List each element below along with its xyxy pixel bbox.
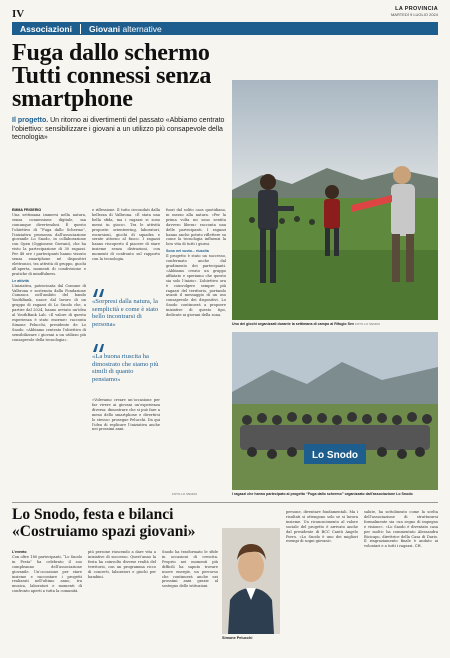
article2-col4-text: persone, diventare fondamentali. Ma i risultati si ottengono solo se si lavora insieme. Un riconoscimento al valore sociale del progetto è arrivato anche dal presidente di BCC Cantù Angelo Porro. «Lo Snodo è uno dei migliori esempi di sogni giovani». <box>286 510 358 544</box>
article2-label: L’evento <box>12 550 27 554</box>
photo1-caption-text: Uno dei giochi organizzati durante la settimana di campo al Rifugio Sev <box>232 322 355 326</box>
article2-col3 <box>162 550 218 650</box>
pull-quote-2-text: «La buona riuscita ha dimostrato che siamo più simili di quanto pensiamo» <box>92 353 159 383</box>
photo-outdoor-game <box>232 80 438 320</box>
article1-col2-top <box>92 208 160 288</box>
page-number: IV <box>12 8 25 20</box>
article1-col1-heading: Le attività <box>12 278 29 283</box>
portrait-caption: Simone Pelucchi <box>222 636 253 640</box>
article1-col2b-text: «Volevamo creare un’occasione per far vivere ai giovani un’esperienza diversa: dimostrare che si può fare a meno dello smartphone e divertirsi lo stesso» prosegue Pelucchi. Da qui l’idea di replicare l’iniziativa anche nei prossimi anni. <box>92 398 160 432</box>
article2-col2-text: più persone riuscendo a dare vita a iniziative di successo. Quest’anno la festa ha coinvolto diverse realtà del territorio, con un programma ricco di concerti, laboratori e giochi per bambini. <box>88 550 156 579</box>
article1-col3-text: fuori dal solito caos quotidiano, in mezzo alla natura. «Per la prima volta mi sono sentita davvero libera» racconta una delle partecipanti. I ragazzi hanno anche potuto riflettere su come la tecnologia influenzi la loro vita di tutti i giorni. <box>166 208 226 247</box>
quote-mark-icon <box>92 288 106 298</box>
photo-group <box>232 332 438 490</box>
quote-mark-icon <box>92 343 106 353</box>
article1-col1 <box>12 208 86 500</box>
section-secondary <box>81 24 162 34</box>
article1-subhead-text: Un ritorno ai divertimenti del passato «Abbiamo centrato l’obiettivo: sensibilizzare i giovani a un utilizzo più consapevole della tecnologia» <box>12 117 225 141</box>
article2-col5 <box>364 510 438 650</box>
portrait-photo <box>222 528 280 634</box>
section-secondary-rest: alternative <box>120 23 162 34</box>
article2-col3-text: Snodo ha trasformato le sfide in occasioni di crescita. Proprio nei momenti più difficili ha saputo trovare nuove energie, un percorso che continuerà anche nei prossimi anni grazie al sostegno delle istituzioni. <box>162 550 218 589</box>
article1-col3b-text: Il progetto è stato un successo, confermato anche dal gradimento dei partecipanti. «Abbiamo creato un gruppo affiatato e speriamo che questo sia solo l’inizio». L’obiettivo ora è coinvolgere sempre più ragazzi del territorio, portando avanti il messaggio di un uso consapevole dei dispositivi. Lo Snodo continuerà a proporre iniziative di questo tipo, dedicate ai giovani della zona. <box>166 254 226 318</box>
article2-col2 <box>88 550 156 650</box>
masthead-date: MARTEDÌ 9 LUGLIO 2024 <box>390 12 438 17</box>
photo2-caption-text: I ragazzi che hanno partecipato al progetto “Fuga dallo schermo” organizzato dall’associazione Lo Snodo <box>232 492 413 496</box>
article-divider <box>12 502 438 503</box>
article2-col4 <box>286 510 358 650</box>
photo1-credit: FOTO LO SNODO <box>355 322 380 326</box>
article2-col1 <box>12 550 82 650</box>
section-bar <box>12 22 438 35</box>
article1-col1-text: Una settimana immersi nella natura, senza connessione digitale, ma comunque divertendosi. È questo l’obiettivo di “Fuga dallo Schermo”, l’iniziativa promossa dall’associazione giovanile Lo Snodo, in collaborazione con Open (Oggionese Giovani), che ha visto la partecipazione di 30 ragazzi. Per 48 ore i partecipanti hanno vissuto senza smartphone né dispositivi elettronici, tra attività di gruppo, giochi all’aperta, momenti di condivisione e pratiche di mindfulness. <box>12 212 86 276</box>
pull-quote-1-text: «Sorpresi dalla natura, la semplicità e come è stato bello incontrarsi di persona» <box>92 298 159 328</box>
photo1-caption <box>232 322 438 326</box>
section-primary: Associazioni <box>12 24 81 34</box>
article2-col5-text: salute, ha sottolineato come la scelta dell’associazione di strutturarsi formalmente sia «un segno di impegno e visione». «Lo Snodo è diventato casa per molti» ha commentato Alessandra Bicicapo, direttrice della Casa di Dario. Il ringraziamento finale è andato ai volontari e a tutti i ragazzi. CH. <box>364 510 438 549</box>
article1-byline: EMMA FRIGERIO <box>12 208 42 212</box>
photo2-caption <box>232 492 438 496</box>
pull-quote-2 <box>92 343 160 383</box>
pull-quote-1 <box>92 288 160 328</box>
article1-col2-text: e riflessione. Il tutto circondati dalla bellezza di Valbrona. «È stata una bella sfida, ma i ragazzi si sono messi in gioco». Tra le attività proposte: orienteering, laboratori, escursioni, giochi di squadra e serate attorno al fuoco. I ragazzi hanno riscoperto il piacere di stare insieme senza distrazioni, con momenti di confronto sul rapporto con la tecnologia. <box>92 208 160 262</box>
article1-col3 <box>166 208 226 500</box>
article1-subhead <box>12 117 227 143</box>
article1-col1b-text: L’iniziativa, patrocinata dal Comune di Valbrona e sostenuta dalla Fondazione Comasca nell’ambito del bando YouthBank, nasce dal lavoro di un gruppo di ragazzi di Lo Snodo che, a partire dal 2024, hanno avviato un’idea al YouthBank Lab. «Il valore di questa esperienza è stato enorme» racconta Simone Pelucchi, presidente de Lo Snodo. «Abbiamo centrato l’obiettivo di sensibilizzare i giovani a un utilizzo più consapevole della tecnologia». <box>12 283 86 342</box>
photo2-banner-text: Lo Snodo <box>311 450 359 461</box>
article2-col1-text: Con oltre 180 partecipanti, “Lo Snodo in Festa” ha celebrato il suo compleanno dell’associazione giovanile. Un’occasione per stare insieme e raccontare i progetti realizzati nell’ultimo anno, tra musica, laboratori e momenti di confronto aperti a tutta la comunità. <box>12 554 82 594</box>
article1-kicker: Il progetto. <box>12 117 49 124</box>
article2-headline: Lo Snodo, festa e bilanci «Costruiamo spazi giovani» <box>12 506 196 540</box>
masthead <box>391 6 438 17</box>
section-secondary-bold: Giovani <box>88 23 121 34</box>
photo2-credit: FOTO LO SNODO <box>172 492 197 496</box>
article1-col3-heading: Sono nel vuoto... riuscita <box>166 249 209 254</box>
article1-headline: Fuga dallo schermo Tutti connessi senza smartphone <box>12 40 212 112</box>
masthead-title: LA PROVINCIA <box>395 6 438 12</box>
article1-col2-bottom <box>92 398 160 500</box>
